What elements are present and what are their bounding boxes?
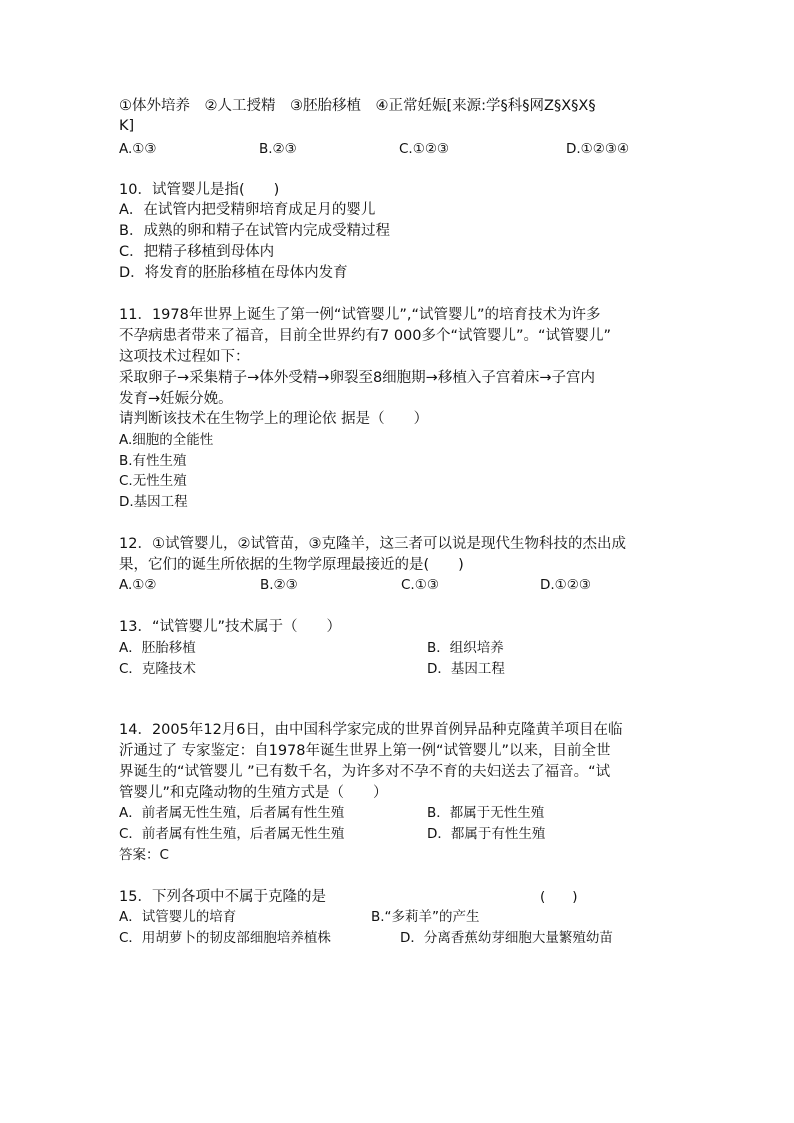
- q11-option-b: B.有性生殖: [119, 453, 187, 469]
- q14-option-d: D．都属于有性生殖: [427, 826, 546, 842]
- q14-line-3: 界诞生的“试管婴儿 ”已有数千名，为许多对不孕不育的夫妇送去了福音。“试: [119, 764, 611, 780]
- q15-answer-paren: ( ): [540, 889, 578, 905]
- q14-line-2: 沂通过了 专家鉴定：自1978年诞生世界上第一例“试管婴儿”以来，目前全世: [119, 743, 611, 759]
- q15-option-c: C．用胡萝卜的韧皮部细胞培养植株: [119, 930, 331, 946]
- q15-option-a: A．试管婴儿的培育: [119, 909, 237, 925]
- q11-line-1: 11．1978年世界上诞生了第一例“试管婴儿”,“试管婴儿”的培育技术为许多: [119, 307, 601, 323]
- q12-line-1: 12．①试管婴儿，②试管苗，③克隆羊，这三者可以说是现代生物科技的杰出成: [119, 536, 626, 552]
- q9-option-c: C.①②③: [399, 141, 450, 157]
- q15-option-b: B.“多莉羊”的产生: [371, 909, 480, 925]
- q9-line-2: K]: [119, 118, 135, 134]
- q13-option-d: D．基因工程: [427, 661, 505, 677]
- q14-option-a: A．前者属无性生殖，后者属有性生殖: [119, 805, 345, 821]
- q11-line-4: 采取卵子→采集精子→体外受精→卵裂至8细胞期→移植入子宫着床→子宫内: [119, 370, 595, 386]
- q10-option-c: C．把精子移植到母体内: [119, 244, 275, 260]
- q10-option-b: B．成熟的卵和精子在试管内完成受精过程: [119, 223, 390, 239]
- q9-option-a: A.①③: [119, 141, 157, 157]
- q14-option-b: B．都属于无性生殖: [427, 805, 545, 821]
- q15-option-d: D．分离香蕉幼芽细胞大量繁殖幼苗: [400, 930, 613, 946]
- q11-option-d: D.基因工程: [119, 494, 188, 510]
- q12-option-a: A.①②: [119, 577, 157, 593]
- q12-option-d: D.①②③: [540, 577, 591, 593]
- q11-line-6: 请判断该技术在生物学上的理论依 据是（ ）: [119, 411, 429, 427]
- q11-option-a: A.细胞的全能性: [119, 432, 214, 448]
- q10-stem: 10．试管婴儿是指( ): [119, 182, 280, 198]
- q11-line-2: 不孕病患者带来了福音，目前全世界约有7 000多个“试管婴儿”。“试管婴儿”: [119, 328, 612, 344]
- q14-answer: 答案：C: [119, 847, 169, 863]
- q14-line-4: 管婴儿”和克隆动物的生殖方式是（ ）: [119, 785, 388, 801]
- q9-line-1: ①体外培养 ②人工授精 ③胚胎移植 ④正常妊娠[来源:学§科§网Z§X§X§: [119, 98, 596, 114]
- q11-line-5: 发育→妊娠分娩。: [119, 391, 233, 407]
- q10-option-d: D．将发育的胚胎移植在母体内发育: [119, 265, 348, 281]
- q12-option-c: C.①③: [401, 577, 439, 593]
- q12-line-2: 果，它们的诞生所依据的生物学原理最接近的是( ): [119, 557, 464, 573]
- q14-option-c: C．前者属有性生殖，后者属无性生殖: [119, 826, 345, 842]
- q11-option-c: C.无性生殖: [119, 473, 187, 489]
- q14-line-1: 14．2005年12月6日，由中国科学家完成的世界首例异品种克隆黄羊项目在临: [119, 722, 623, 738]
- q13-stem: 13．“试管婴儿”技术属于（ ）: [119, 619, 341, 635]
- q9-option-b: B.②③: [259, 141, 297, 157]
- q9-option-d: D.①②③④: [566, 141, 630, 157]
- q13-option-b: B．组织培养: [427, 640, 504, 656]
- q10-option-a: A．在试管内把受精卵培育成足月的婴儿: [119, 202, 376, 218]
- q13-option-a: A．胚胎移植: [119, 640, 196, 656]
- q11-line-3: 这项技术过程如下：: [119, 349, 250, 365]
- q15-stem: 15．下列各项中不属于克隆的是: [119, 889, 326, 905]
- q13-option-c: C．克隆技术: [119, 661, 196, 677]
- q12-option-b: B.②③: [260, 577, 298, 593]
